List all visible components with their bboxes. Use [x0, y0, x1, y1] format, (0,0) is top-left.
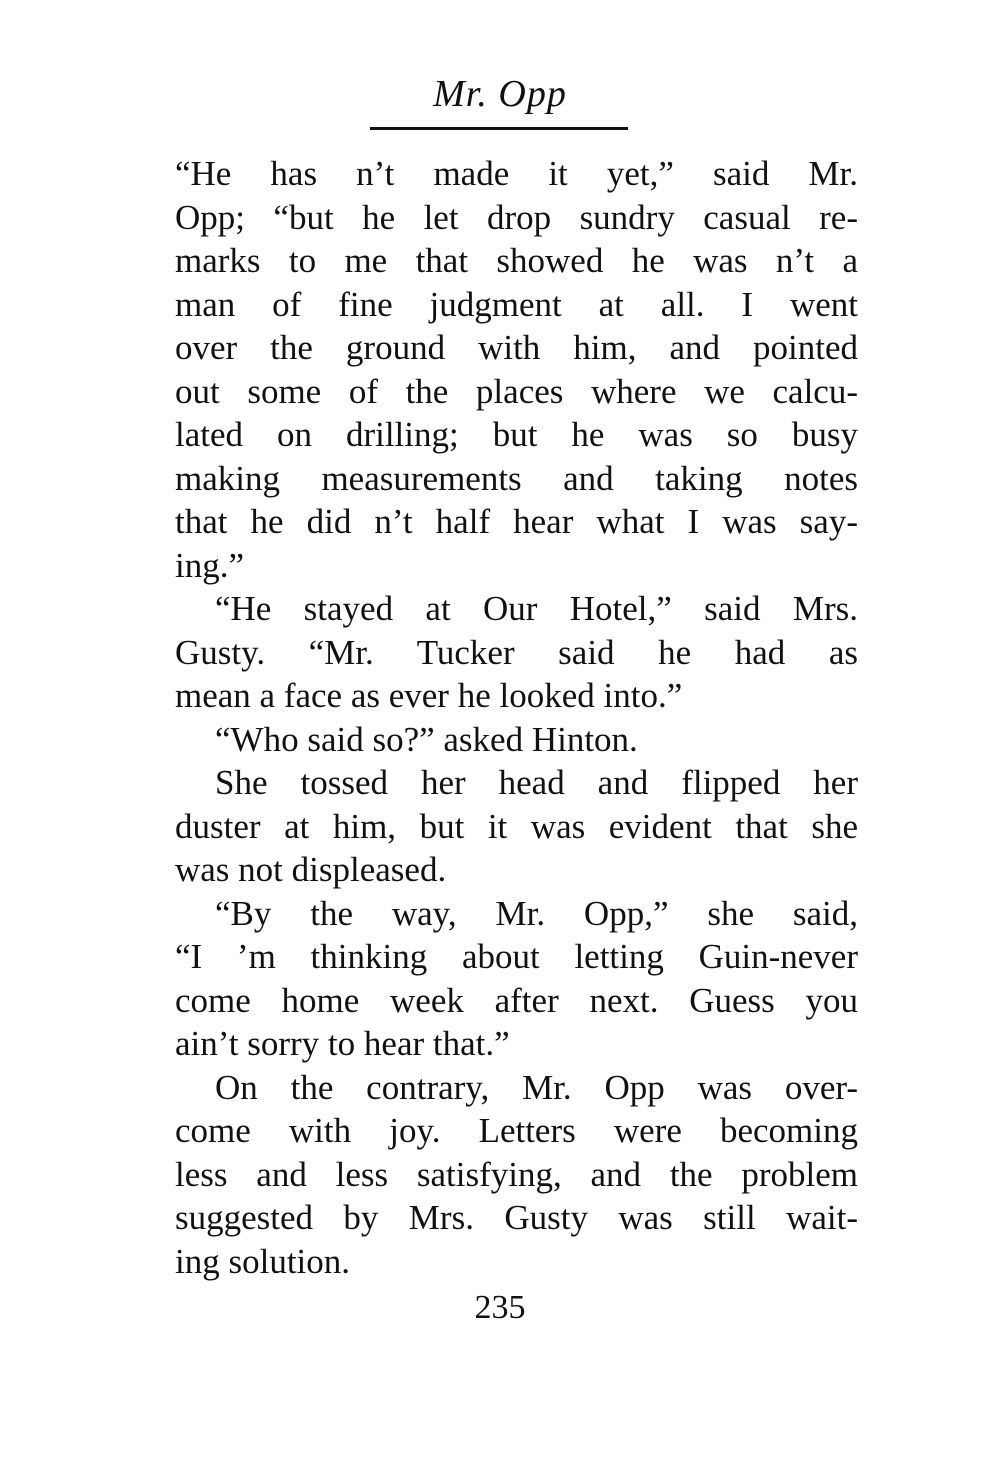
text-line: ing.” — [175, 545, 245, 585]
text-line: lated on drilling; but he was so busy — [175, 415, 858, 454]
text-line: On the contrary, Mr. Opp was over- — [215, 1067, 858, 1107]
body-text — [175, 152, 858, 1283]
text-line: marks to me that showed he was n’t a — [175, 241, 858, 280]
text-line: “He has n’t made it yet,” said Mr. — [175, 154, 858, 193]
text-line: She tossed her head and flipped her — [215, 763, 858, 802]
text-line: Opp; “but he let drop sundry casual re- — [175, 197, 858, 237]
text-line: out some of the places where we calcu- — [175, 371, 858, 411]
text-line: ain’t sorry to hear that.” — [175, 1024, 510, 1063]
text-line: duster at him, but it was evident that she — [175, 806, 858, 846]
text-line: “I ’m thinking about letting Guin-never — [175, 937, 858, 976]
text-line: suggested by Mrs. Gusty was still wait- — [175, 1198, 858, 1237]
text-line: ing solution. — [175, 1241, 351, 1281]
text-line: “He stayed at Our Hotel,” said Mrs. — [215, 589, 858, 628]
text-line: that he did n’t half hear what I was say- — [175, 502, 858, 541]
text-line: Gusty. “Mr. Tucker said he had as — [175, 632, 858, 672]
running-head: Mr. Opp — [433, 73, 567, 115]
text-line: making measurements and taking notes — [175, 458, 858, 498]
text-line: come home week after next. Guess you — [175, 980, 858, 1020]
text-line: “By the way, Mr. Opp,” she said, — [215, 893, 858, 933]
text-line: man of fine judgment at all. I went — [175, 284, 858, 324]
text-line: over the ground with him, and pointed — [175, 328, 858, 367]
page-number: 235 — [474, 1289, 526, 1326]
head-rule — [370, 127, 628, 130]
text-line: come with joy. Letters were becoming — [175, 1111, 858, 1150]
text-line: was not displeased. — [175, 850, 447, 889]
text-line: mean a face as ever he looked into.” — [175, 676, 683, 715]
text-line: less and less satisfying, and the problem — [175, 1154, 858, 1194]
text-line: “Who said so?” asked Hinton. — [215, 719, 638, 759]
